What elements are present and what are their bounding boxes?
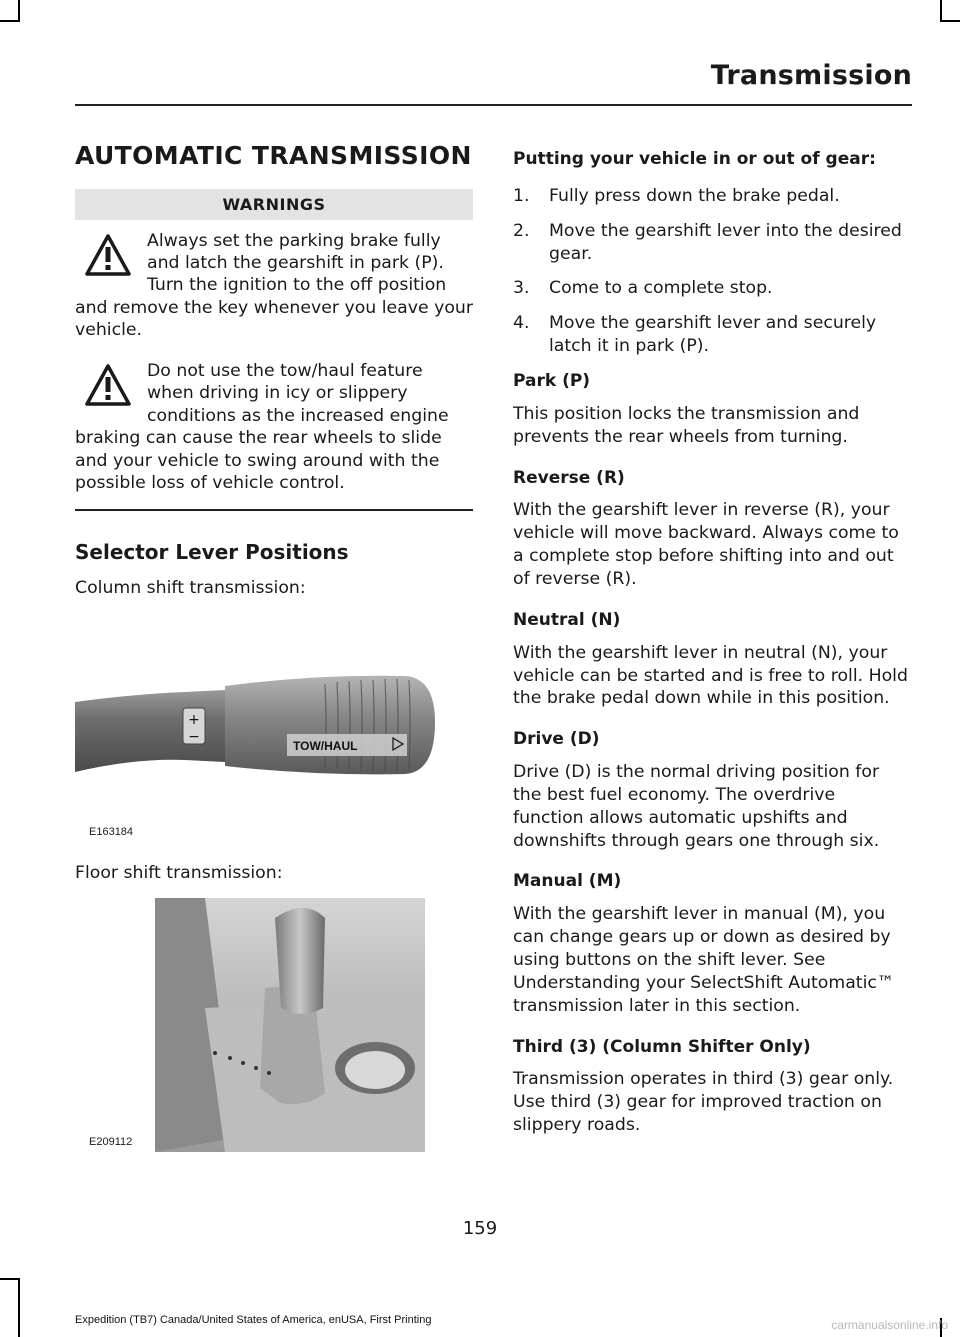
warning-text: Always set the parking brake fully and latch the gearshift in park (P). Turn the ignition to the off position and remove the key whenever you leave your vehicle. — [75, 230, 473, 341]
page-number: 159 — [462, 1218, 498, 1239]
crop-mark — [940, 0, 942, 22]
floor-shift-figure — [75, 898, 473, 1152]
column-shift-caption: Column shift transmission: — [75, 577, 306, 598]
figure-id: E163184 — [89, 825, 134, 838]
crop-mark — [0, 1278, 20, 1280]
crop-mark — [0, 20, 20, 22]
gear-section-park: Park (P) This position locks the transmission and prevents the rear wheels from turning. — [513, 370, 860, 447]
column-shift-figure — [75, 622, 473, 842]
warnings-box — [75, 189, 473, 511]
right-column — [513, 148, 910, 1137]
minus-button-label: − — [188, 728, 200, 745]
gear-section-manual: Manual (M) With the gearshift lever in manual (M), you can change gears up or down as desired by using buttons on the shift lever. See Understanding your SelectShift Automatic™ transmission later in this section. — [513, 871, 895, 1016]
figure-id: E209112 — [89, 1136, 133, 1149]
column-shift-lever-illustration — [75, 622, 473, 842]
gear-section-drive: Drive (D) Drive (D) is the normal driving position for the best fuel economy. The overdrive function allows automatic upshifts and downshifts through gears one through six. — [513, 729, 880, 851]
warning-item — [75, 230, 473, 342]
crop-mark — [18, 0, 20, 22]
running-title: Transmission — [710, 60, 912, 91]
watermark: carmanualsonline.info — [831, 1318, 948, 1332]
warnings-title: WARNINGS — [75, 189, 473, 220]
section-heading: AUTOMATIC TRANSMISSION — [75, 141, 472, 170]
warning-text: Do not use the tow/haul feature when driving in icy or slippery conditions as the increased engine braking can cause the rear wheels to slide and your vehicle to swing around with the possible loss of vehicle control. — [75, 360, 449, 494]
gear-section-neutral: Neutral (N) With the gearshift lever in neutral (N), your vehicle can be started and is free to roll. Hold the brake pedal down while in this position. — [513, 609, 908, 709]
steps-list — [513, 185, 910, 358]
warning-triangle-icon — [83, 362, 133, 408]
steps-title: Putting your vehicle in or out of gear: — [513, 149, 876, 169]
list-item: 4. Move the gearshift lever and securely latch it in park (P). — [513, 313, 877, 357]
gear-section-third: Third (3) (Column Shifter Only) Transmission operates in third (3) gear only. Use third (3) gear for improved traction on slippery roads. — [513, 1036, 894, 1136]
edition-footer: Expedition (TB7) Canada/United States of America, enUSA, First Printing — [75, 1314, 432, 1326]
floor-shift-console-illustration — [75, 898, 473, 1152]
left-column — [75, 140, 473, 1152]
plus-button-label: + — [188, 711, 200, 728]
subheading-selector-lever: Selector Lever Positions — [75, 539, 349, 564]
header-rule — [75, 104, 912, 106]
tow-haul-label: TOW/HAUL — [293, 738, 358, 753]
crop-mark — [18, 1278, 20, 1337]
crop-mark — [940, 20, 960, 22]
warning-item — [75, 360, 473, 495]
list-item: 3. Come to a complete stop. — [513, 278, 773, 299]
floor-shift-caption: Floor shift transmission: — [75, 862, 283, 883]
warning-triangle-icon — [83, 232, 133, 278]
gear-section-reverse: Reverse (R) With the gearshift lever in reverse (R), your vehicle will move backward. Always come to a complete stop before shifting into and out of reverse (R). — [513, 467, 899, 589]
list-item: 2. Move the gearshift lever into the desired gear. — [513, 220, 902, 264]
list-item: 1. Fully press down the brake pedal. — [513, 185, 840, 206]
